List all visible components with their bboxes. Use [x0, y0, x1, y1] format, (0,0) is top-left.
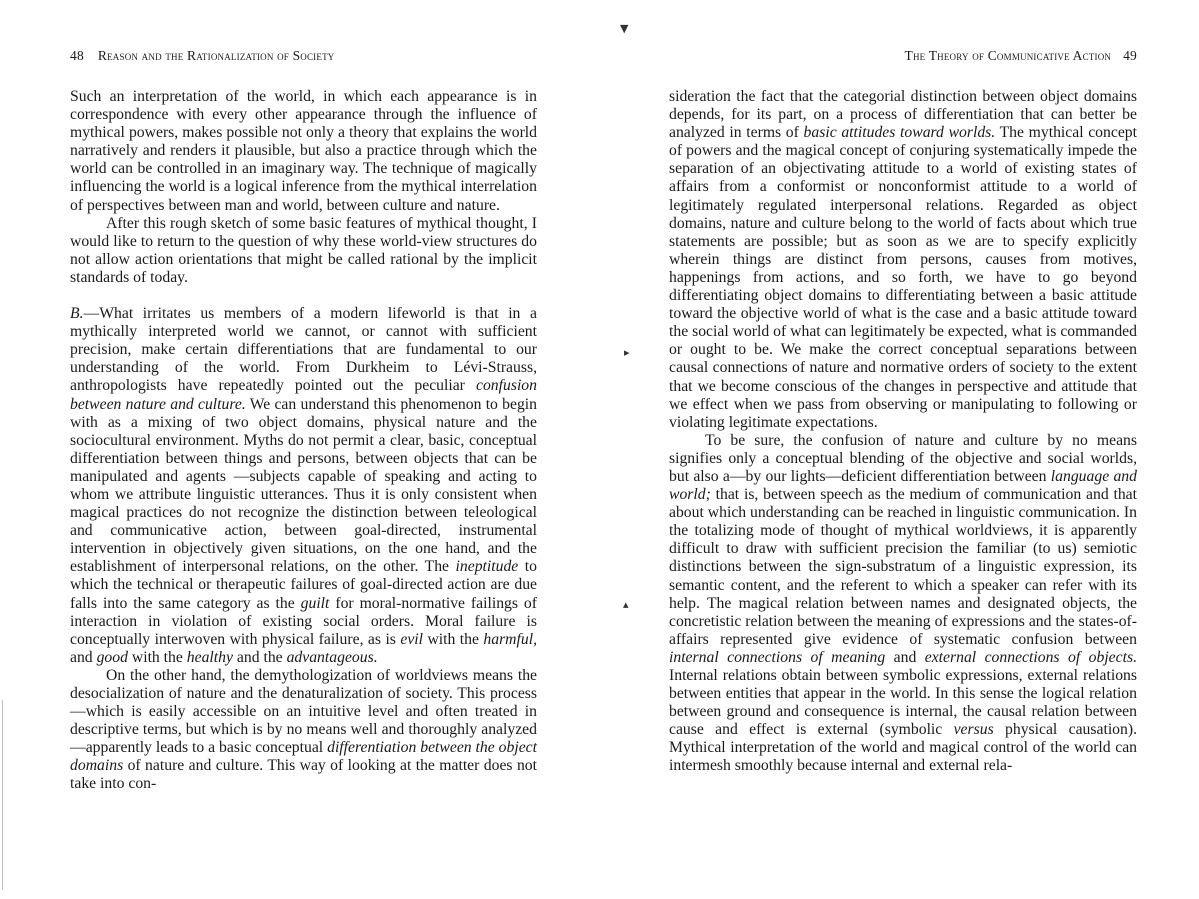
italic-text: evil [400, 630, 424, 648]
italic-text: internal connections of meaning [669, 648, 886, 666]
italic-text: B. [70, 305, 84, 323]
text-run: Internal relations obtain between symbolic expressions, external relations between entities that appear in the world. In this sense the logical relation between ground and consequence is internal, the causal relation between cause and effect is external (symbolic [669, 667, 1137, 739]
paragraph [669, 432, 1137, 776]
text-run: —What irritates us members of a modern lifeworld is that in a mythically interpreted world we cannot, or cannot with sufficient precision, make certain differentiations that are fundamental to our understanding of the world. From Durkheim to Lévi-Strauss, anthropologists have repeatedly pointed out the peculiar [70, 305, 537, 395]
gutter-mark-bottom: ▴ [623, 598, 629, 611]
italic-text: basic attitudes toward worlds. [803, 124, 996, 142]
left-running-title: Reason and the Rationalization of Society [97, 48, 335, 63]
italic-text: confusion between nature and culture. [70, 377, 537, 413]
italic-text: good [96, 648, 128, 666]
italic-text: language and world; [669, 467, 1137, 504]
italic-text: differentiation between the object domains [70, 739, 537, 775]
text-run: To be sure, the confusion of nature and culture by no means signifies only a conceptual blending of the objective and social worlds, but also a—by our lights—deficient differentiation between [669, 431, 1137, 485]
right-page [599, 0, 1199, 899]
left-body-text [70, 88, 537, 794]
left-page [0, 0, 599, 899]
italic-text: advantageous. [286, 648, 378, 666]
paragraph [669, 88, 1137, 432]
text-run: physical causation). Mythical interpretation of the world and magical control of the world can intermesh smoothly because internal and external rela- [669, 721, 1138, 775]
text-run: of nature and culture. This way of looking at the matter does not take into con- [70, 757, 537, 793]
italic-text: harmful, [483, 630, 537, 648]
text-run: sideration the fact that the categorial distinction between object domains depends, for its part, on a process of differentiation that can better be analyzed in terms of [669, 88, 1137, 142]
text-run: with the [127, 648, 187, 666]
left-page-number: 48 [70, 48, 84, 63]
page-edge-line [2, 700, 3, 890]
italic-text: external connections of objects. [924, 648, 1137, 666]
text-run: and [70, 648, 97, 666]
gutter-mark-middle: ▸ [624, 346, 630, 359]
gutter-mark-top: ▼ [620, 22, 629, 35]
text-run: to which the technical or therapeutic failures of goal-directed action are due falls into the same category as the [70, 558, 537, 612]
text-run: We can understand this phenomenon to begin with as a mixing of two object domains, physical nature and the sociocultural environment. Myths do not permit a clear, basic, conceptual differentiation between things and persons, between objects that can be manipulated and agents —subjects capable of speaking and acting to whom we attribute linguistic utterances. Thus it is only consistent when magical practices do not recognize the distinction between teleological and communicative action, between goal-directed, instrumental intervention in objectively given situations, on the one hand, and the establishment of interpersonal relations, on the other. The [70, 395, 537, 576]
right-running-head [669, 48, 1137, 88]
italic-text: ineptitude [455, 558, 519, 576]
right-page-number: 49 [1123, 48, 1137, 63]
paragraph [70, 88, 537, 215]
paragraph [70, 215, 537, 287]
text-run: that is, between speech as the medium of communication and that about which understanding can be reached in linguistic communication. In the totalizing mode of thought of mythical worldviews, it is apparently difficult to draw with sufficient precision the familiar (to us) semiotic distinctions between the sign-substratum of a linguistic expression, its semantic content, and the referent to which a speaker can refer with its help. The magical relation between names and designated objects, the concretistic relation between the meaning of expressions and the states-of-affairs represented give evidence of systematic confusion between [669, 486, 1137, 648]
paragraph [70, 305, 537, 667]
text-run: On the other hand, the demythologization of worldviews means the desocialization of nature and the denaturalization of society. This process—which is easily accessible on an intuitive level and often treated in descriptive terms, but which is by no means well and thoroughly analyzed—apparently leads to a basic conceptual [70, 666, 537, 757]
right-body-text [669, 88, 1137, 776]
italic-text: versus [953, 721, 994, 739]
text-run: After this rough sketch of some basic features of mythical thought, I would like to return to the question of why these world-view structures do not allow action orientations that might be called rational by the implicit standards of today. [70, 214, 537, 286]
text-run: The mythical concept of powers and the magical concept of conjuring systematically impede the separation of an objectivating attitude to a world of existing states of affairs from a conformist or nonconformist attitude to a world of legitimately regulated interpersonal relations. Regarded as object domains, nature and culture belong to the world of facts about which true statements are possible; but as soon as we are to specify explicitly wherein things are distinct from persons, causes from motives, happenings from actions, and so forth, we have to go beyond differentiating object domains to differentiating between a basic attitude toward the objective world of what is the case and a basic attitude toward the social world of what can legitimately be expected, what is commanded or ought to be. We make the correct conceptual separations between causal connections of nature and normative orders of society to the extent that we become conscious of the changes in perspective and attitude that we effect when we pass from observing or manipulating to following or violating legitimate expectations. [669, 124, 1137, 431]
italic-text: guilt [300, 594, 330, 612]
right-running-title: The Theory of Communicative Action [904, 48, 1112, 63]
italic-text: healthy [186, 648, 233, 666]
paragraph [70, 667, 537, 794]
text-run: and [885, 648, 925, 666]
text-run: with the [423, 630, 484, 648]
text-run: for moral-normative failings of interaction in violation of existing social orders. Moral failure is conceptually interwoven with physical failure, as is [70, 594, 537, 648]
text-run: and the [232, 648, 287, 666]
left-running-head [70, 48, 537, 88]
text-run: Such an interpretation of the world, in which each appearance is in correspondence with every other appearance through the influence of mythical powers, makes possible not only a theory that explains the world narratively and renders it plausible, but also a practice through which the world can be controlled in an imaginary way. The technique of magically influencing the world is a logical inference from the mythical interrelation of perspectives between man and world, between culture and nature. [70, 88, 537, 214]
